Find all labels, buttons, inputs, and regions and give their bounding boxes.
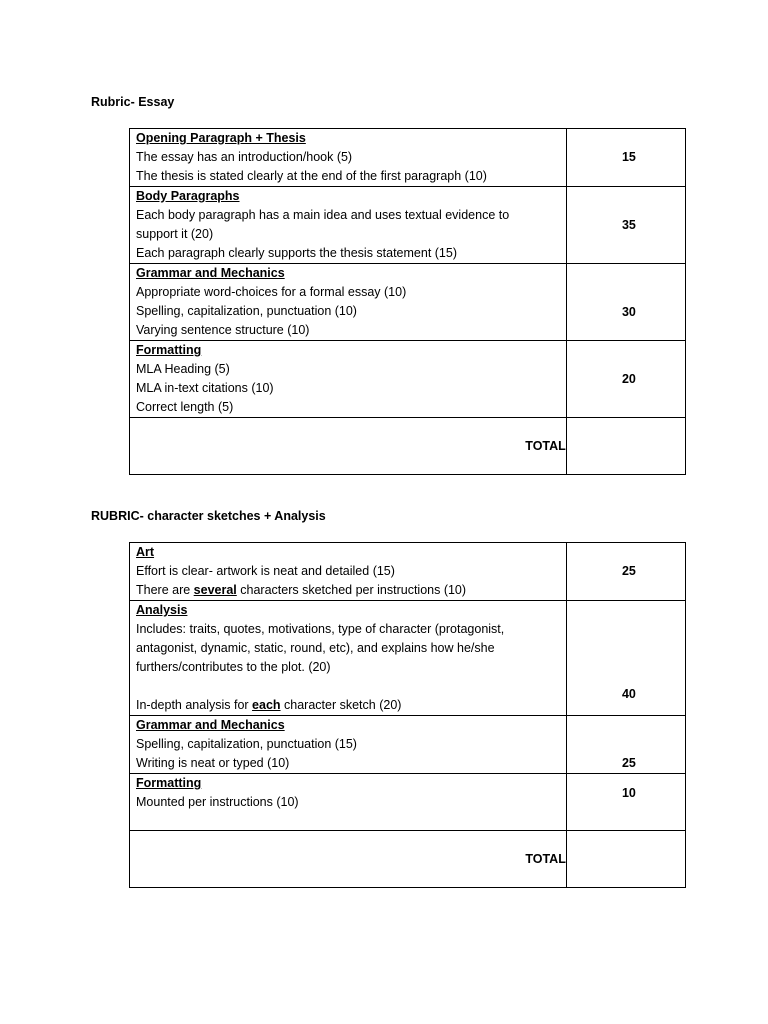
total-points-cell xyxy=(566,831,685,888)
criterion-cell xyxy=(130,341,567,418)
criterion-line: The essay has an introduction/hook (5) xyxy=(136,150,353,164)
criterion-title: Formatting xyxy=(136,343,202,357)
total-points-cell xyxy=(566,418,685,475)
table-row xyxy=(130,187,686,264)
criterion-title: Opening Paragraph + Thesis xyxy=(136,131,306,145)
points-cell: 15 xyxy=(566,129,685,187)
criterion-title: Grammar and Mechanics xyxy=(136,718,285,732)
criterion-line: Varying sentence structure (10) xyxy=(136,323,310,337)
table-row xyxy=(130,129,686,187)
criterion-cell xyxy=(130,187,567,264)
emphasis-word: several xyxy=(193,583,237,597)
criterion-cell xyxy=(130,543,567,601)
table-row xyxy=(130,716,686,774)
points-cell: 10 xyxy=(566,774,685,831)
table-row xyxy=(130,264,686,341)
points-cell: 35 xyxy=(566,187,685,264)
essay-rubric-heading: Rubric- Essay xyxy=(91,95,175,109)
criterion-line: Spelling, capitalization, punctuation (10) xyxy=(136,304,357,318)
criterion-line: Correct length (5) xyxy=(136,400,234,414)
table-row xyxy=(130,601,686,716)
total-row xyxy=(130,418,686,475)
criterion-line: MLA in-text citations (10) xyxy=(136,381,274,395)
blank-line xyxy=(136,677,566,696)
criterion-line: Mounted per instructions (10) xyxy=(136,795,299,809)
sketch-rubric-heading: RUBRIC- character sketches + Analysis xyxy=(91,509,326,523)
criterion-cell xyxy=(130,129,567,187)
criterion-line: Spelling, capitalization, punctuation (15) xyxy=(136,737,357,751)
table-row xyxy=(130,543,686,601)
points-cell: 25 xyxy=(566,716,685,774)
criterion-cell xyxy=(130,601,567,716)
criterion-line: Appropriate word-choices for a formal essay (10) xyxy=(136,285,407,299)
criterion-line: Includes: traits, quotes, motivations, type of character (protagonist, xyxy=(136,622,505,636)
text-segment: character sketch (20) xyxy=(280,698,402,712)
criterion-line xyxy=(136,581,566,600)
criterion-title: Art xyxy=(136,545,155,559)
criterion-cell xyxy=(130,774,567,831)
essay-rubric-table xyxy=(129,128,686,475)
criterion-line: furthers/contributes to the plot. (20) xyxy=(136,660,331,674)
criterion-line: MLA Heading (5) xyxy=(136,362,230,376)
criterion-line: Each paragraph clearly supports the thesis statement (15) xyxy=(136,246,458,260)
criterion-title: Body Paragraphs xyxy=(136,189,240,203)
criterion-cell xyxy=(130,716,567,774)
points-cell: 20 xyxy=(566,341,685,418)
points-cell: 40 xyxy=(566,601,685,716)
criterion-cell xyxy=(130,264,567,341)
emphasis-word: each xyxy=(252,698,281,712)
text-segment: characters sketched per instructions (10) xyxy=(236,583,467,597)
points-cell: 25 xyxy=(566,543,685,601)
total-label: TOTAL xyxy=(130,418,567,475)
criterion-title: Analysis xyxy=(136,603,188,617)
total-label: TOTAL xyxy=(130,831,567,888)
criterion-title: Grammar and Mechanics xyxy=(136,266,285,280)
criterion-title: Formatting xyxy=(136,776,202,790)
text-segment: There are xyxy=(136,583,194,597)
points-cell: 30 xyxy=(566,264,685,341)
criterion-line: Writing is neat or typed (10) xyxy=(136,756,290,770)
text-segment: In-depth analysis for xyxy=(136,698,253,712)
total-row xyxy=(130,831,686,888)
table-row xyxy=(130,774,686,831)
criterion-line xyxy=(136,696,566,715)
criterion-line: Effort is clear- artwork is neat and detailed (15) xyxy=(136,564,395,578)
criterion-line: support it (20) xyxy=(136,227,214,241)
criterion-line: Each body paragraph has a main idea and uses textual evidence to xyxy=(136,208,510,222)
criterion-line: The thesis is stated clearly at the end of the first paragraph (10) xyxy=(136,169,487,183)
table-row xyxy=(130,341,686,418)
criterion-line: antagonist, dynamic, static, round, etc), and explains how he/she xyxy=(136,641,495,655)
sketch-rubric-table xyxy=(129,542,686,888)
